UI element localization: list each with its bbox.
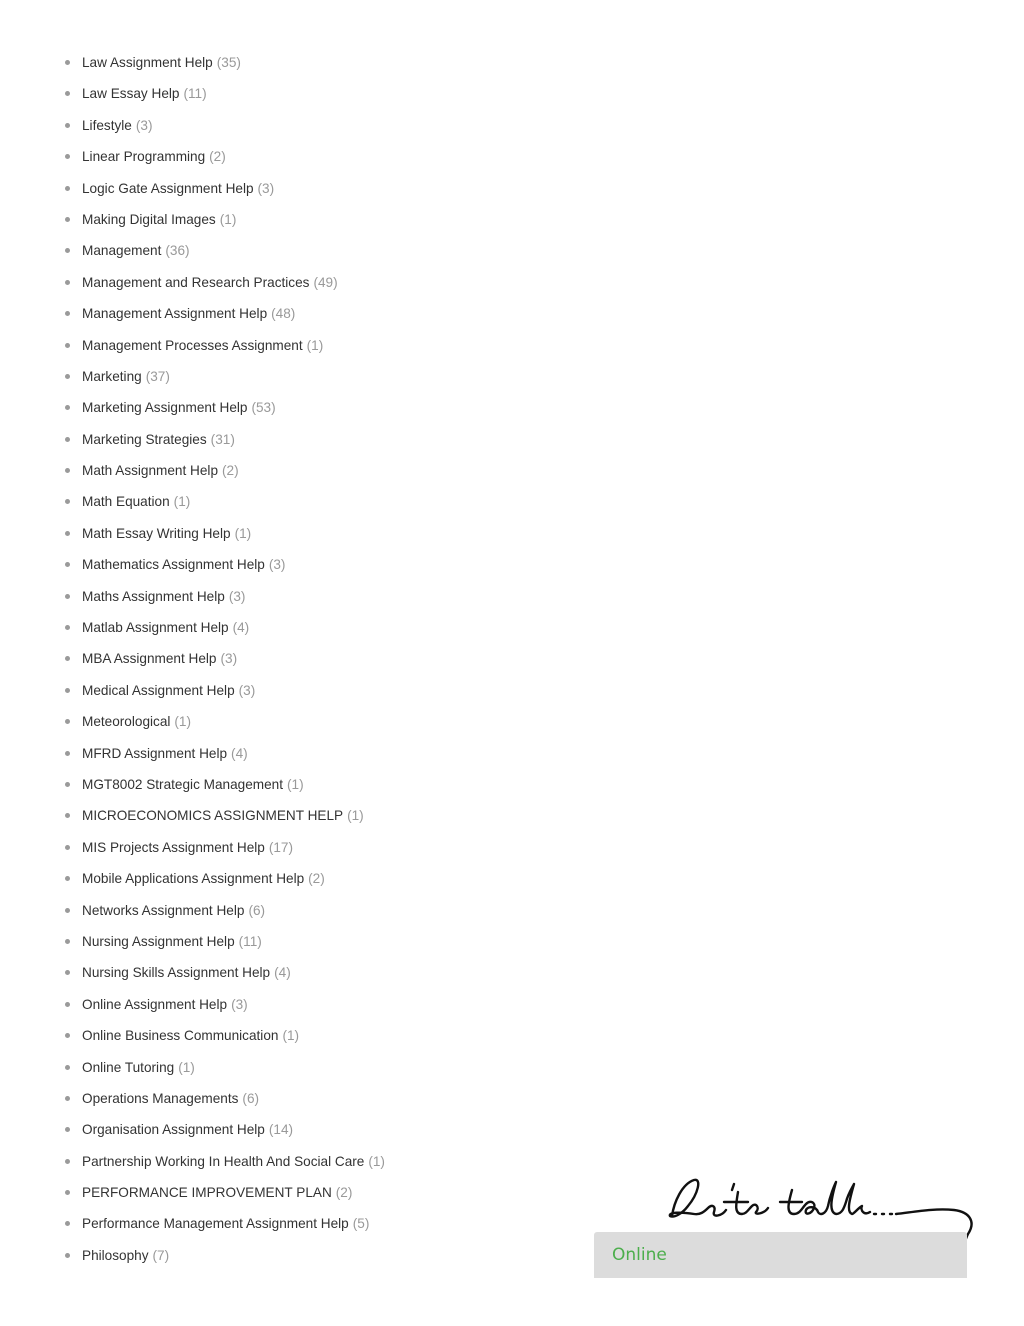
category-item [62, 392, 562, 423]
bullet-icon [65, 1002, 70, 1007]
category-link[interactable]: Lifestyle [82, 117, 132, 133]
bullet-icon [65, 970, 70, 975]
category-link[interactable]: Marketing Assignment Help [82, 400, 248, 416]
bullet-icon [65, 154, 70, 159]
category-count: (17) [268, 839, 294, 855]
category-link[interactable]: Online Business Communication [82, 1028, 279, 1044]
category-link[interactable]: Management [82, 243, 162, 259]
category-item [62, 1052, 562, 1083]
category-link[interactable]: PERFORMANCE IMPROVEMENT PLAN [82, 1185, 332, 1201]
category-count: (3) [220, 651, 238, 667]
bullet-icon [65, 123, 70, 128]
category-count: (1) [347, 808, 364, 824]
category-item [62, 455, 562, 486]
category-count: (1) [282, 1028, 300, 1044]
category-link[interactable]: Marketing Strategies [82, 431, 207, 447]
category-item [62, 110, 562, 141]
category-link[interactable]: Partnership Working In Health And Social Care [82, 1153, 365, 1169]
category-item [62, 298, 562, 329]
bullet-icon [65, 1033, 70, 1038]
category-count: (35) [216, 55, 241, 70]
category-count: (3) [238, 682, 256, 698]
bullet-icon [65, 1221, 70, 1226]
bullet-icon [65, 91, 70, 96]
category-item [62, 424, 562, 455]
category-item [62, 989, 562, 1020]
category-count: (1) [173, 494, 191, 510]
bullet-icon [65, 813, 70, 818]
category-link[interactable]: Medical Assignment Help [82, 682, 235, 698]
bullet-icon [65, 1127, 70, 1132]
category-item [62, 1177, 562, 1208]
category-item [62, 1020, 562, 1051]
category-item [62, 643, 562, 674]
category-count: (11) [183, 86, 207, 102]
category-list [62, 47, 562, 1271]
category-item [62, 800, 562, 831]
category-link[interactable]: Philosophy [82, 1247, 149, 1263]
category-link[interactable]: Making Digital Images [82, 211, 216, 227]
category-link[interactable]: Networks Assignment Help [82, 902, 245, 918]
category-count: (7) [152, 1247, 170, 1263]
category-count: (53) [251, 400, 276, 416]
category-item [62, 1114, 562, 1145]
category-link[interactable]: Law Essay Help [82, 86, 180, 102]
bullet-icon [65, 562, 70, 567]
category-count: (48) [271, 306, 296, 322]
bullet-icon [65, 437, 70, 442]
category-link[interactable]: MICROECONOMICS ASSIGNMENT HELP [82, 808, 344, 824]
category-link[interactable]: Organisation Assignment Help [82, 1122, 265, 1138]
category-count: (4) [232, 620, 250, 636]
bullet-icon [65, 719, 70, 724]
category-item [62, 1083, 562, 1114]
category-item [62, 1146, 562, 1177]
category-count: (1) [219, 211, 237, 227]
category-count: (2) [335, 1185, 353, 1201]
bullet-icon [65, 939, 70, 944]
category-link[interactable]: Mobile Applications Assignment Help [82, 871, 305, 887]
category-count: (1) [368, 1153, 385, 1169]
bullet-icon [65, 186, 70, 191]
bullet-icon [65, 1159, 70, 1164]
category-item [62, 832, 562, 863]
bullet-icon [65, 311, 70, 316]
category-item [62, 47, 562, 78]
category-item [62, 581, 562, 612]
category-count: (1) [174, 714, 192, 730]
category-link[interactable]: Meteorological [82, 714, 171, 730]
category-count: (2) [209, 149, 226, 165]
category-count: (3) [228, 588, 246, 604]
category-link[interactable]: Law Assignment Help [82, 55, 213, 70]
category-count: (14) [268, 1122, 294, 1138]
category-count: (2) [222, 463, 239, 479]
category-count: (49) [313, 274, 338, 290]
category-link[interactable]: Logic Gate Assignment Help [82, 180, 254, 196]
category-item [62, 361, 562, 392]
category-count: (31) [210, 431, 235, 447]
category-count: (2) [308, 871, 325, 887]
bullet-icon [65, 751, 70, 756]
category-item [62, 863, 562, 894]
chat-widget[interactable] [594, 1172, 974, 1278]
category-item [62, 267, 562, 298]
category-count: (3) [135, 117, 153, 133]
bullet-icon [65, 876, 70, 881]
bullet-icon [65, 625, 70, 630]
category-count: (3) [268, 557, 286, 573]
category-item [62, 204, 562, 235]
bullet-icon [65, 1096, 70, 1101]
bullet-icon [65, 688, 70, 693]
category-item [62, 957, 562, 988]
bullet-icon [65, 908, 70, 913]
bullet-icon [65, 343, 70, 348]
category-item [62, 486, 562, 517]
category-count: (1) [178, 1059, 195, 1075]
category-item [62, 926, 562, 957]
category-count: (1) [234, 525, 252, 541]
category-count: (1) [306, 337, 324, 353]
bullet-icon [65, 374, 70, 379]
category-link[interactable]: Marketing [82, 368, 142, 384]
category-link[interactable]: Operations Managements [82, 1090, 239, 1106]
category-link[interactable]: Performance Management Assignment Help [82, 1216, 349, 1232]
category-count: (36) [165, 243, 190, 259]
category-item [62, 895, 562, 926]
category-item [62, 675, 562, 706]
bullet-icon [65, 656, 70, 661]
category-link[interactable]: Math Equation [82, 494, 170, 510]
category-item [62, 173, 562, 204]
bullet-icon [65, 1190, 70, 1195]
chat-status: Online [612, 1245, 667, 1265]
category-link[interactable]: MFRD Assignment Help [82, 745, 228, 761]
category-link[interactable]: Nursing Assignment Help [82, 933, 235, 949]
category-link[interactable]: MIS Projects Assignment Help [82, 839, 265, 855]
category-count: (1) [287, 776, 304, 792]
category-link[interactable]: Maths Assignment Help [82, 588, 225, 604]
bullet-icon [65, 1253, 70, 1258]
category-item [62, 78, 562, 109]
category-count: (37) [145, 368, 170, 384]
bullet-icon [65, 531, 70, 536]
category-link[interactable]: Nursing Skills Assignment Help [82, 965, 271, 981]
category-link[interactable]: MBA Assignment Help [82, 651, 217, 667]
bullet-icon [65, 60, 70, 65]
chat-status-bar[interactable] [594, 1232, 967, 1278]
category-count: (6) [242, 1090, 260, 1106]
bullet-icon [65, 499, 70, 504]
category-count: (5) [352, 1216, 370, 1232]
category-link[interactable]: Linear Programming [82, 149, 206, 165]
category-link[interactable]: Math Essay Writing Help [82, 525, 231, 541]
category-link[interactable]: Matlab Assignment Help [82, 620, 229, 636]
bullet-icon [65, 280, 70, 285]
category-link[interactable]: Management and Research Practices [82, 274, 310, 290]
category-item [62, 738, 562, 769]
bullet-icon [65, 845, 70, 850]
category-count: (4) [274, 965, 291, 981]
bullet-icon [65, 594, 70, 599]
category-link[interactable]: Online Tutoring [82, 1059, 175, 1075]
category-count: (3) [257, 180, 275, 196]
category-count: (6) [248, 902, 266, 918]
category-count: (3) [231, 996, 248, 1012]
category-link[interactable]: Management Assignment Help [82, 306, 268, 322]
category-link[interactable]: Online Assignment Help [82, 996, 228, 1012]
category-item [62, 706, 562, 737]
category-item [62, 612, 562, 643]
category-item [62, 141, 562, 172]
category-item [62, 235, 562, 266]
category-link[interactable]: MGT8002 Strategic Management [82, 776, 283, 792]
bullet-icon [65, 248, 70, 253]
bullet-icon [65, 405, 70, 410]
bullet-icon [65, 468, 70, 473]
category-item [62, 330, 562, 361]
bullet-icon [65, 782, 70, 787]
category-item [62, 518, 562, 549]
category-item [62, 769, 562, 800]
category-link[interactable]: Mathematics Assignment Help [82, 557, 265, 573]
bullet-icon [65, 217, 70, 222]
category-link[interactable]: Management Processes Assignment [82, 337, 303, 353]
category-item [62, 1208, 562, 1239]
category-item [62, 1240, 562, 1271]
category-count: (11) [238, 933, 262, 949]
category-link[interactable]: Math Assignment Help [82, 463, 219, 479]
category-count: (4) [231, 745, 248, 761]
bullet-icon [65, 1065, 70, 1070]
category-item [62, 549, 562, 580]
